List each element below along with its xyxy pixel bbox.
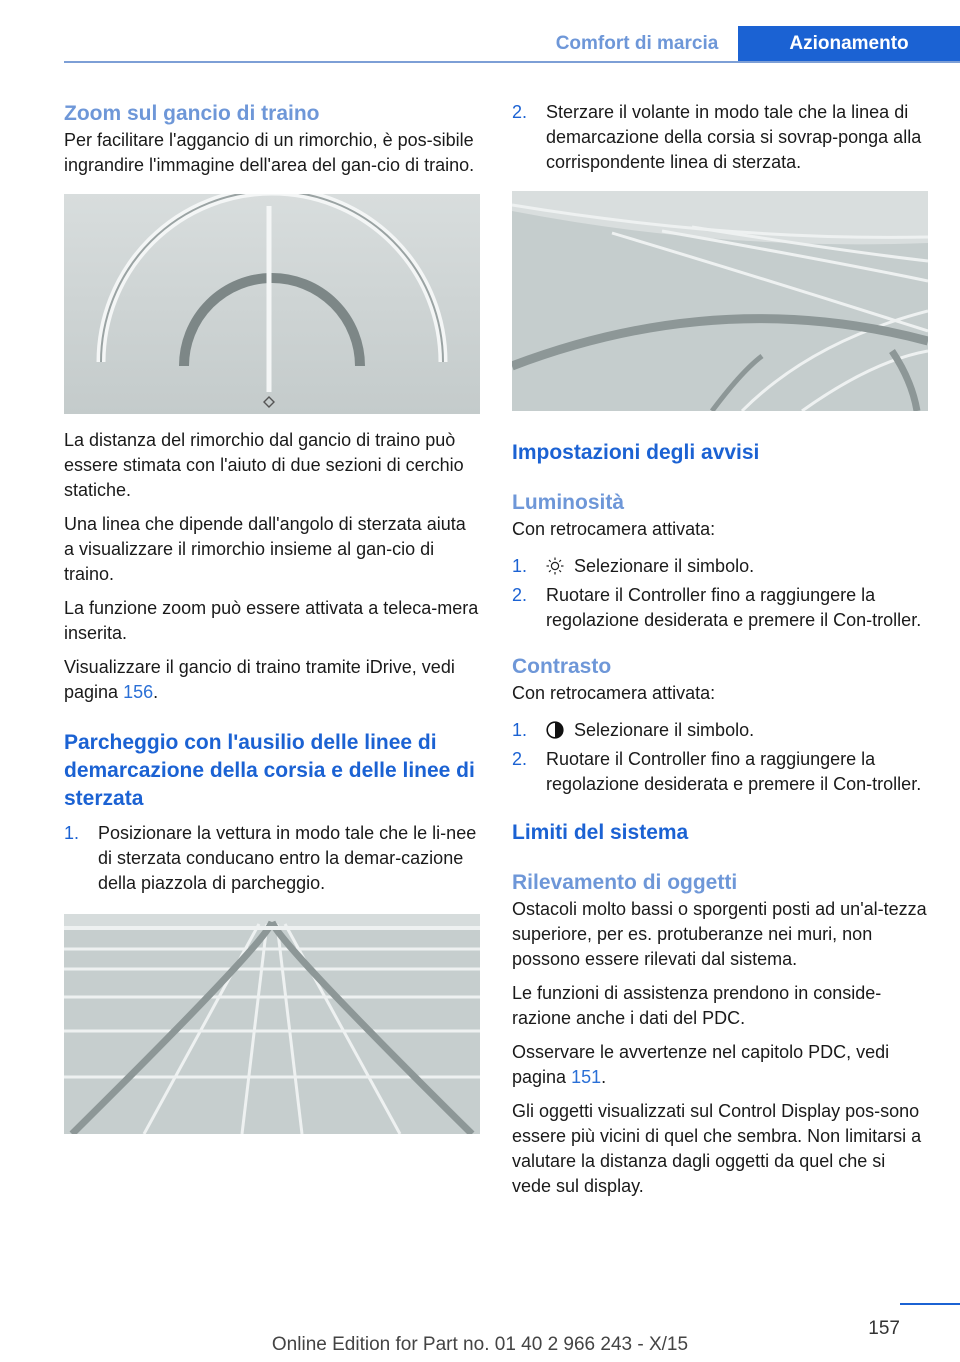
parking-step-2: [512, 100, 928, 175]
parking-heading: Parcheggio con l'ausilio delle linee di demarcazione della corsia e delle linee di sterzata: [64, 731, 475, 810]
step-number: 2.: [512, 585, 528, 605]
paragraph-idrive: [64, 655, 480, 705]
step-text: Posizionare la vettura in modo tale che le li-nee di sterzata conducano entro la demar-cazione della piazzola di parcheggio.: [98, 823, 477, 893]
step-text: Ruotare il Controller fino a raggiungere la regolazione desiderata e premere il Con-troller.: [546, 585, 922, 630]
parking-lines-camera-image: [64, 914, 480, 1134]
detection-paragraph-1: Ostacoli molto bassi o sporgenti posti ad un'al-tezza superiore, per es. protuberanze nei muri, non possono essere rilevati dal sistema.: [512, 899, 927, 969]
contrast-half-circle-icon: [546, 721, 564, 739]
detection-heading: Rilevamento di oggetti: [512, 871, 738, 894]
brightness-step-2: [512, 583, 928, 633]
detection-paragraph-4: Gli oggetti visualizzati sul Control Display pos-sono essere più vicini di quel che sembra. Non limitarsi a valutare la distanza dagli oggetti da quel che si vede sul display.: [512, 1101, 922, 1196]
step-text: Sterzare il volante in modo tale che la linea di demarcazione della corsia si sovrap-ponga alla corrispondente linea di sterzata.: [546, 102, 922, 172]
header-active-tab: Azionamento: [738, 26, 960, 61]
step-number: 1.: [64, 823, 80, 843]
right-column: [512, 100, 928, 1208]
pdc-text: Osservare le avvertenze nel capitolo PDC, vedi pagina: [512, 1042, 890, 1087]
detection-paragraph-2: Le funzioni di assistenza prendono in conside-razione anche i dati del PDC.: [512, 983, 882, 1028]
paragraph-distance: La distanza del rimorchio dal gancio di traino può essere stimata con l'aiuto di due sezioni di cerchio statiche.: [64, 430, 464, 500]
paragraph-zoom-activation: La funzione zoom può essere attivata a teleca-mera inserita.: [64, 598, 479, 643]
contrast-intro: Con retrocamera attivata:: [512, 683, 716, 703]
brightness-sun-icon: [546, 557, 564, 575]
step-text: Selezionare il simbolo.: [574, 556, 755, 576]
step-number: 1.: [512, 556, 528, 576]
hitch-zoom-camera-image: [64, 194, 480, 414]
page-link-156[interactable]: 156: [123, 682, 154, 702]
edition-footer: Online Edition for Part no. 01 40 2 966 243 - X/15: [271, 1334, 689, 1355]
step-text: Ruotare il Controller fino a raggiungere la regolazione desiderata e premere il Con-troller.: [546, 749, 922, 794]
step-number: 2.: [512, 102, 528, 122]
header-rule: [64, 61, 960, 63]
step-text: Selezionare il simbolo.: [574, 720, 755, 740]
header-section-tab: Comfort di marcia: [555, 32, 719, 54]
limits-heading: Limiti del sistema: [512, 821, 689, 844]
brightness-intro: Con retrocamera attivata:: [512, 519, 716, 539]
lane-overlap-camera-image: [512, 191, 928, 411]
page-number-rule: [900, 1303, 960, 1305]
brightness-step-1: [512, 554, 928, 579]
contrast-heading: Contrasto: [512, 655, 612, 678]
detection-paragraph-3: [512, 1040, 928, 1090]
contrast-step-1: [512, 718, 928, 743]
parking-step-1: [64, 821, 480, 896]
step-number: 1.: [512, 720, 528, 740]
zoom-intro: Per facilitare l'aggancio di un rimorchio, è pos-sibile ingrandire l'immagine dell'area del gan-cio di traino.: [64, 130, 475, 175]
idrive-text-end: .: [153, 682, 159, 702]
contrast-step-2: [512, 747, 928, 797]
zoom-heading: Zoom sul gancio di traino: [64, 102, 320, 125]
left-column: [64, 100, 480, 1134]
page-link-151[interactable]: 151: [571, 1067, 602, 1087]
paragraph-steering-line: Una linea che dipende dall'angolo di sterzata aiuta a visualizzare il rimorchio insieme al gan-cio di traino.: [64, 514, 466, 584]
page-number: 157: [868, 1318, 900, 1339]
step-number: 2.: [512, 749, 528, 769]
settings-heading: Impostazioni degli avvisi: [512, 441, 760, 464]
brightness-heading: Luminosità: [512, 491, 625, 514]
pdc-text-end: .: [601, 1067, 607, 1087]
idrive-text: Visualizzare il gancio di traino tramite iDrive, vedi pagina: [64, 657, 455, 702]
